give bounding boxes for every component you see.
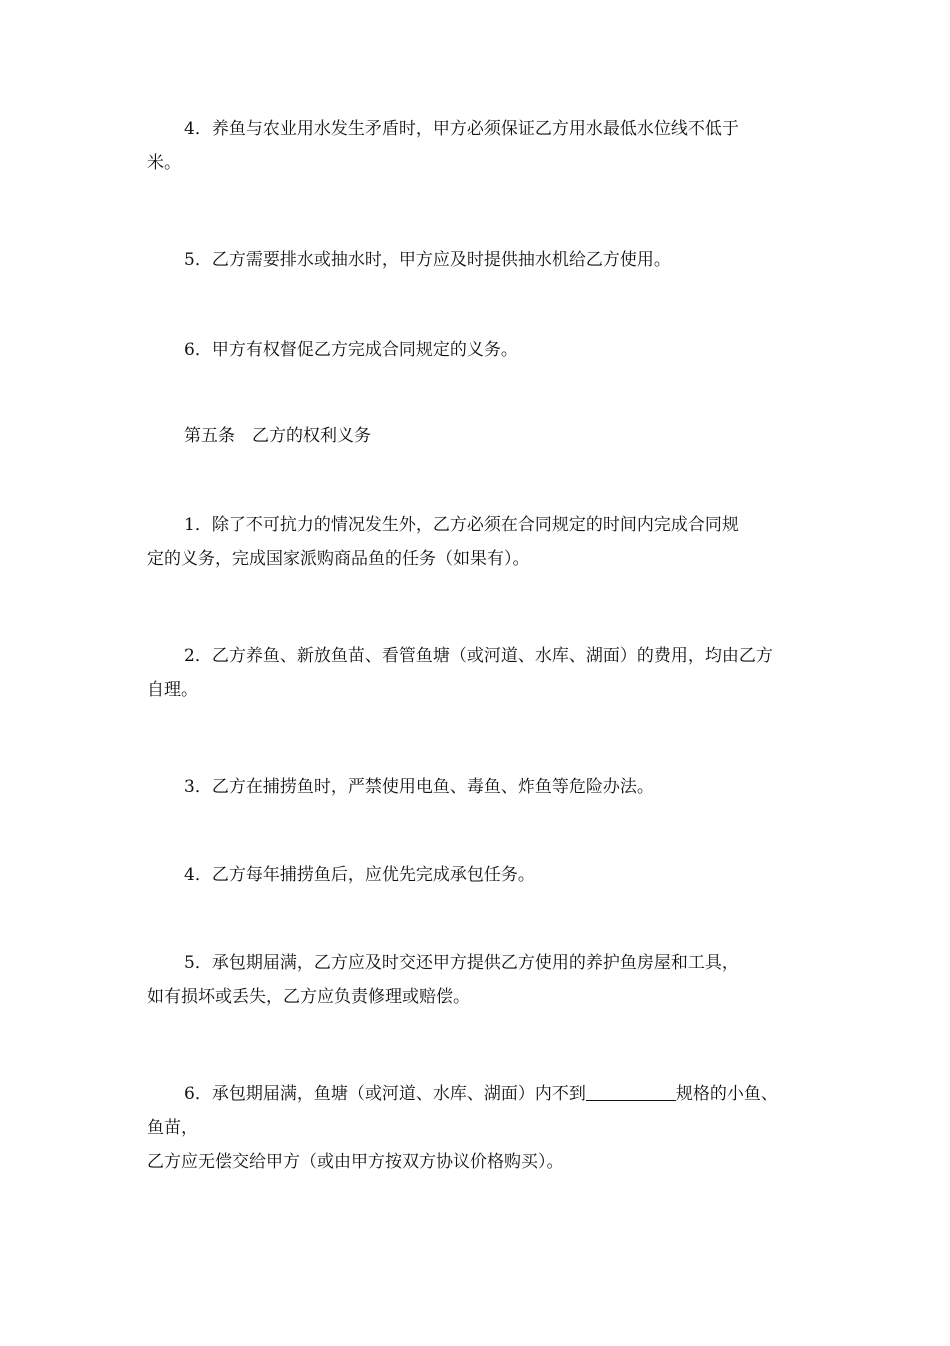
- section-heading: [147, 419, 812, 453]
- paragraph-5-5: [147, 946, 812, 1014]
- text-line: [147, 1077, 812, 1111]
- paragraph-5-4: [147, 858, 812, 892]
- text-line: 5．乙方需要排水或抽水时，甲方应及时提供抽水机给乙方使用。: [184, 250, 671, 270]
- text-line: 5．承包期届满，乙方应及时交还甲方提供乙方使用的养护鱼房屋和工具，: [184, 953, 739, 973]
- paragraph-4-5: [147, 243, 812, 277]
- text-line: 2．乙方养鱼、新放鱼苗、看管鱼塘（或河道、水库、湖面）的费用，均由乙方: [184, 646, 773, 666]
- text-line: 米。: [147, 153, 181, 173]
- text-line: 6．甲方有权督促乙方完成合同规定的义务。: [184, 340, 518, 360]
- text-line: 4．乙方每年捕捞鱼后，应优先完成承包任务。: [184, 865, 535, 885]
- text-line: 鱼苗，: [147, 1118, 198, 1138]
- text-line: 4．养鱼与农业用水发生矛盾时，甲方必须保证乙方用水最低水位线不低于: [184, 119, 739, 139]
- paragraph-5-6: [147, 1077, 812, 1179]
- text-fragment: 规格的小鱼、: [675, 1084, 778, 1104]
- paragraph-5-2: [147, 639, 812, 707]
- text-line: 如有损坏或丢失，乙方应负责修理或赔偿。: [147, 987, 470, 1007]
- fill-in-blank[interactable]: [586, 1082, 676, 1101]
- paragraph-4-4: [147, 112, 812, 180]
- text-line: 1．除了不可抗力的情况发生外，乙方必须在合同规定的时间内完成合同规: [184, 515, 739, 535]
- paragraph-5-3: [147, 770, 812, 804]
- text-line: 乙方应无偿交给甲方（或由甲方按双方协议价格购买）。: [147, 1152, 564, 1172]
- text-line: 定的义务，完成国家派购商品鱼的任务（如果有）。: [147, 549, 530, 569]
- text-line: 自理。: [147, 680, 198, 700]
- paragraph-5-1: [147, 508, 812, 576]
- text-fragment: 6．承包期届满，鱼塘（或河道、水库、湖面）内不到: [184, 1084, 586, 1104]
- text-line: 3．乙方在捕捞鱼时，严禁使用电鱼、毒鱼、炸鱼等危险办法。: [184, 777, 654, 797]
- heading-text: 第五条 乙方的权利义务: [184, 426, 371, 446]
- paragraph-4-6: [147, 333, 812, 367]
